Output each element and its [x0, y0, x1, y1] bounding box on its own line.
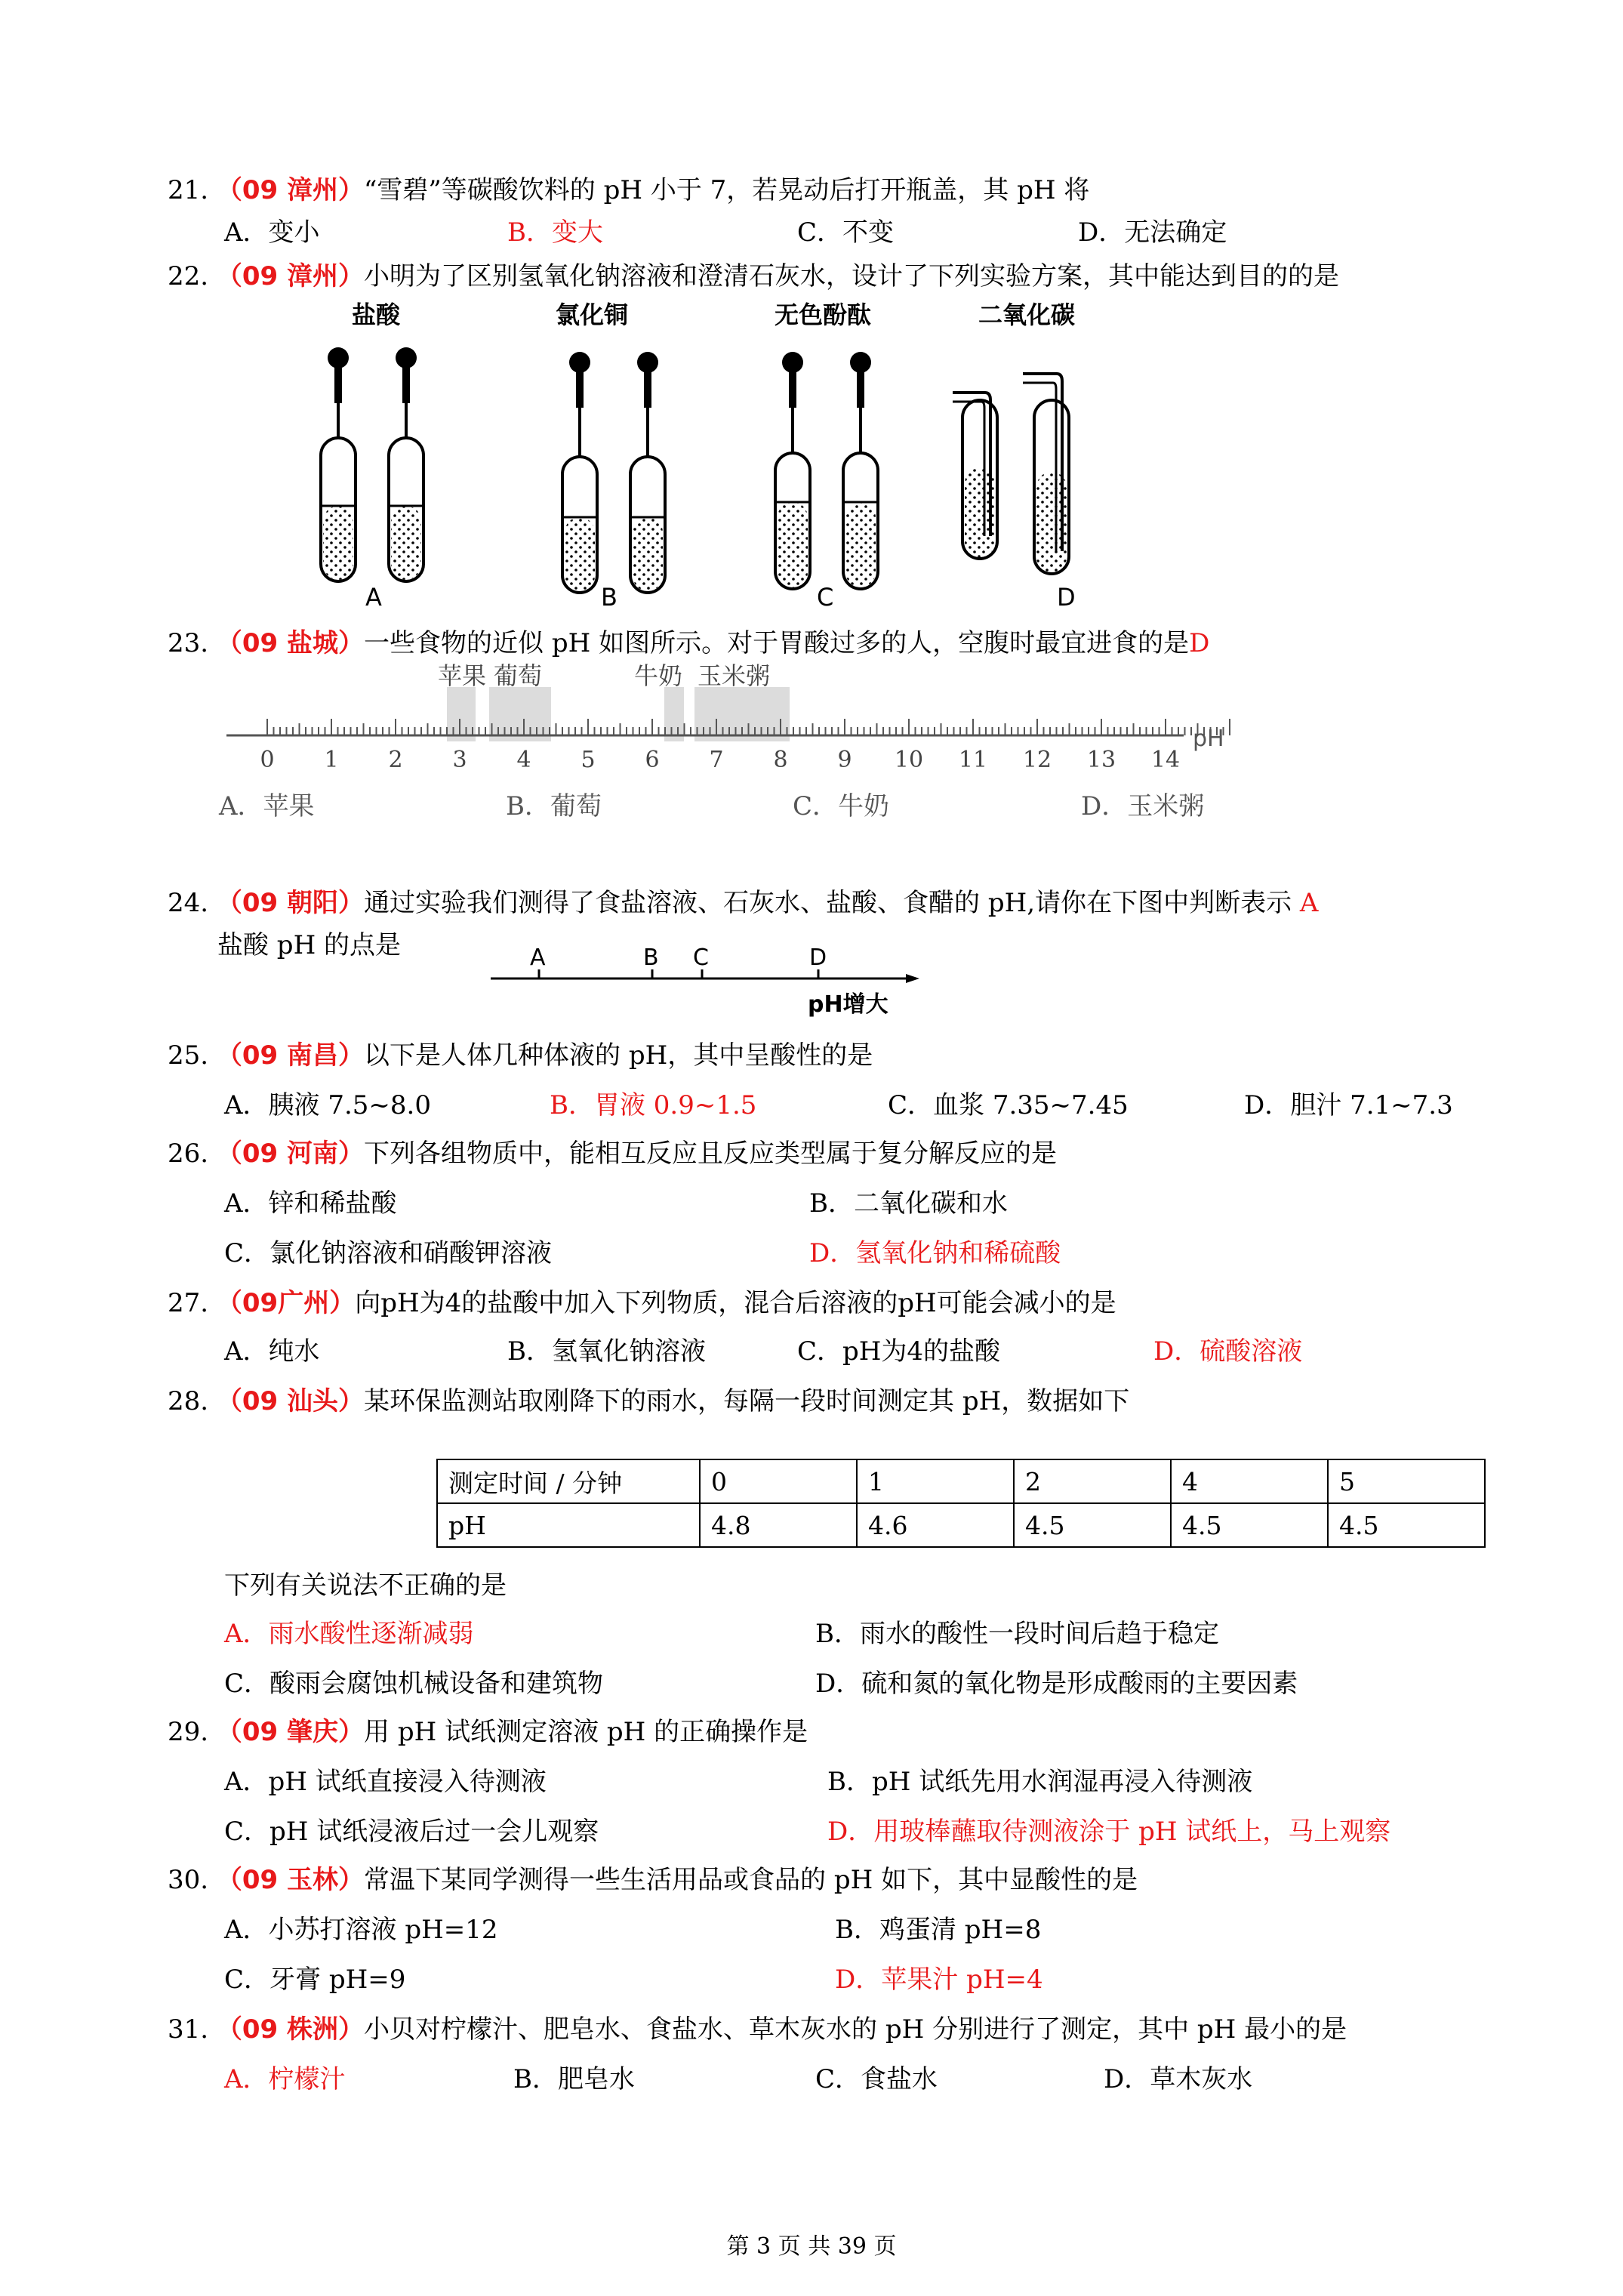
table-row: [437, 1503, 1485, 1547]
question-stem: 通过实验我们测得了食盐溶液、石灰水、盐酸、食醋的 pH,请你在下图中判断表示: [364, 888, 1292, 918]
option-b: B．葡萄: [506, 791, 602, 821]
option-b-answer: B．胃液 0.9~1.5: [550, 1090, 757, 1120]
table-cell: 4.8: [700, 1503, 857, 1547]
question-number: 23.: [168, 628, 209, 658]
option-b: B．雨水的酸性一段时间后趋于稳定: [815, 1619, 1219, 1649]
option-a-answer: A．柠檬汁: [224, 2064, 346, 2094]
reagent-label-hcl: 盐酸: [352, 300, 401, 329]
question-28: [168, 1386, 1129, 1416]
ph-tick-label: 12: [1022, 747, 1052, 773]
option-a: A．小苏打溶液 pH=12: [224, 1915, 498, 1945]
question-stem: 下列各组物质中，能相互反应且反应类型属于复分解反应的是: [364, 1139, 1058, 1169]
question-number: 27.: [168, 1288, 209, 1318]
table-cell: pH: [437, 1503, 700, 1547]
option-a: A．pH 试纸直接浸入待测液: [224, 1767, 547, 1797]
question-source-tag: （09广州）: [216, 1288, 356, 1318]
ph-tick-labels: [260, 747, 1180, 773]
question-stem: 常温下某同学测得一些生活用品或食品的 pH 如下，其中显酸性的是: [364, 1865, 1138, 1895]
food-label-apple: 苹果: [438, 661, 487, 690]
table-cell: 4.5: [1328, 1503, 1485, 1547]
option-d: D．胆汁 7.1~7.3: [1244, 1090, 1453, 1120]
apparatus-letter-d: D: [1057, 583, 1076, 612]
question-stem: 小贝对柠檬汁、肥皂水、食盐水、草木灰水的 pH 分别进行了测定，其中 pH 最小的是: [364, 2014, 1347, 2045]
ph-tick-label: 1: [324, 747, 339, 773]
option-c: C．血浆 7.35~7.45: [888, 1090, 1129, 1120]
question-source-tag: （09 漳州）: [216, 175, 365, 205]
ph-axis-figure: [483, 936, 921, 1019]
question-number: 22.: [168, 261, 209, 291]
axis-point-d: D: [809, 945, 827, 971]
question-source-tag: （09 漳州）: [216, 261, 365, 291]
reagent-label-phenolphthalein: 无色酚酞: [775, 300, 872, 329]
ph-tick-label: 14: [1150, 747, 1181, 773]
table-cell: 2: [1014, 1459, 1171, 1503]
option-c: C．牙膏 pH=9: [224, 1965, 406, 1995]
page-footer: 第 3 页 共 39 页: [726, 2233, 897, 2260]
question-number: 21.: [168, 175, 209, 205]
option-b: B．肥皂水: [513, 2064, 635, 2094]
ph-tick-label: 0: [260, 747, 275, 773]
question-stem: “雪碧”等碳酸饮料的 pH 小于 7，若晃动后打开瓶盖，其 pH 将: [364, 175, 1090, 205]
apparatus-letter-b: B: [601, 583, 617, 612]
question-29: [168, 1717, 808, 1747]
axis-label: pH增大: [808, 991, 888, 1018]
option-d-answer: D．用玻棒蘸取待测液涂于 pH 试纸上，马上观察: [827, 1817, 1391, 1847]
question-30: [168, 1865, 1138, 1895]
question-stem: 某环保监测站取刚降下的雨水，每隔一段时间测定其 pH，数据如下: [364, 1386, 1130, 1416]
table-row: [437, 1459, 1485, 1503]
reagent-label-cucl2: 氯化铜: [556, 300, 629, 329]
food-band-apple: [447, 687, 476, 741]
ph-tick-label: 13: [1086, 747, 1116, 773]
question-number: 26.: [168, 1139, 209, 1169]
ph-tick-label: 8: [773, 747, 788, 773]
option-a: A．胰液 7.5~8.0: [224, 1090, 431, 1120]
apparatus-b: [562, 352, 665, 593]
question-stem: 以下是人体几种体液的 pH，其中呈酸性的是: [364, 1040, 873, 1071]
option-a-answer: A．雨水酸性逐渐减弱: [224, 1619, 474, 1649]
apparatus-letter-c: C: [817, 583, 834, 612]
question-source-tag: （09 肇庆）: [216, 1717, 365, 1747]
question-number: 28.: [168, 1386, 209, 1416]
question-source-tag: （09 玉林）: [216, 1865, 365, 1895]
question-number: 30.: [168, 1865, 209, 1895]
option-d-answer: D．硫酸溶液: [1153, 1336, 1303, 1367]
question-28-stem-continued: 下列有关说法不正确的是: [224, 1570, 507, 1601]
food-label-grape: 葡萄: [494, 661, 543, 690]
option-c: C．牛奶: [793, 791, 890, 821]
food-band-milk: [664, 687, 684, 741]
question-stem: 一些食物的近似 pH 如图所示。对于胃酸过多的人，空腹时最宜进食的是: [364, 628, 1190, 658]
ph-tick-label: 6: [645, 747, 660, 773]
option-d: D．无法确定: [1078, 217, 1227, 248]
option-d-answer: D．苹果汁 pH=4: [835, 1965, 1043, 1995]
apparatus-a: [321, 347, 423, 581]
ph-tick-label: 4: [516, 747, 531, 773]
question-number: 29.: [168, 1717, 209, 1747]
table-cell: 测定时间 / 分钟: [437, 1459, 700, 1503]
option-a: A．锌和稀盐酸: [224, 1188, 397, 1219]
option-d: D．玉米粥: [1081, 791, 1205, 821]
option-d-answer: D．氢氧化钠和稀硫酸: [809, 1238, 1061, 1268]
ph-tick-label: 2: [388, 747, 403, 773]
option-d: D．硫和氮的氧化物是形成酸雨的主要因素: [815, 1669, 1298, 1699]
question-23: [168, 628, 1209, 658]
question-24: [168, 888, 1318, 918]
question-number: 31.: [168, 2014, 209, 2045]
option-c: C．pH 试纸浸液后过一会儿观察: [224, 1817, 599, 1847]
question-number: 25.: [168, 1040, 209, 1071]
table-cell: 4.5: [1171, 1503, 1328, 1547]
table-cell: 4.6: [857, 1503, 1014, 1547]
ph-tick-label: 10: [894, 747, 924, 773]
option-a: A．纯水: [224, 1336, 320, 1367]
question-24-stem-continued: 盐酸 pH 的点是: [217, 930, 402, 960]
question-source-tag: （09 株洲）: [216, 2014, 365, 2045]
table-cell: 1: [857, 1459, 1014, 1503]
test-tube-figure: [302, 332, 1132, 612]
axis-point-c: C: [693, 945, 709, 971]
question-27: [168, 1288, 1116, 1318]
ph-tick-label: 11: [958, 747, 988, 773]
option-b-answer: B．变大: [507, 217, 603, 248]
answer: D: [1189, 628, 1210, 658]
question-source-tag: （09 南昌）: [216, 1040, 365, 1071]
question-stem: 向pH为4的盐酸中加入下列物质，混合后溶液的pH可能会减小的是: [355, 1288, 1116, 1318]
table-cell: 4.5: [1014, 1503, 1171, 1547]
ph-tick-label: 9: [837, 747, 852, 773]
question-25: [168, 1040, 873, 1071]
question-22: [168, 261, 1339, 291]
axis-point-b: B: [643, 945, 659, 971]
food-label-milk: 牛奶: [634, 661, 683, 690]
option-c: C．氯化钠溶液和硝酸钾溶液: [224, 1238, 553, 1268]
option-c: C．pH为4的盐酸: [797, 1336, 1001, 1367]
option-b: B．氢氧化钠溶液: [507, 1336, 706, 1367]
apparatus-c: [775, 352, 878, 589]
option-c: C．不变: [797, 217, 895, 248]
ph-tick-label: 3: [452, 747, 467, 773]
question-source-tag: （09 盐城）: [216, 628, 365, 658]
ph-tick-label: 5: [581, 747, 596, 773]
question-21: [168, 175, 1089, 205]
apparatus-letter-a: A: [365, 583, 382, 612]
question-26: [168, 1139, 1057, 1169]
option-b: B．二氧化碳和水: [809, 1188, 1008, 1219]
question-stem: 小明为了区别氢氧化钠溶液和澄清石灰水，设计了下列实验方案，其中能达到目的的是: [364, 261, 1340, 291]
table-cell: 0: [700, 1459, 857, 1503]
question-source-tag: （09 汕头）: [216, 1386, 365, 1416]
food-label-corn-porridge: 玉米粥: [698, 661, 771, 690]
option-a: A．变小: [224, 217, 320, 248]
option-a: A．苹果: [219, 791, 315, 821]
axis-point-a: A: [530, 945, 546, 971]
option-c: C．食盐水: [815, 2064, 938, 2094]
option-d: D．草木灰水: [1104, 2064, 1253, 2094]
question-31: [168, 2014, 1347, 2045]
option-b: B．pH 试纸先用水润湿再浸入待测液: [827, 1767, 1253, 1797]
ph-axis-arrow: [906, 974, 919, 983]
ph-data-table: [436, 1459, 1486, 1548]
apparatus-d: [953, 374, 1069, 574]
answer: A: [1299, 888, 1319, 918]
question-source-tag: （09 朝阳）: [216, 888, 365, 918]
reagent-label-co2: 二氧化碳: [978, 300, 1076, 329]
option-c: C．酸雨会腐蚀机械设备和建筑物: [224, 1669, 604, 1699]
ph-unit-label: pH: [1193, 726, 1224, 752]
table-cell: 4: [1171, 1459, 1328, 1503]
question-number: 24.: [168, 888, 209, 918]
table-cell: 5: [1328, 1459, 1485, 1503]
question-stem: 用 pH 试纸测定溶液 pH 的正确操作是: [364, 1717, 808, 1747]
question-source-tag: （09 河南）: [216, 1139, 365, 1169]
option-b: B．鸡蛋清 pH=8: [835, 1915, 1042, 1945]
ph-tick-label: 7: [709, 747, 724, 773]
